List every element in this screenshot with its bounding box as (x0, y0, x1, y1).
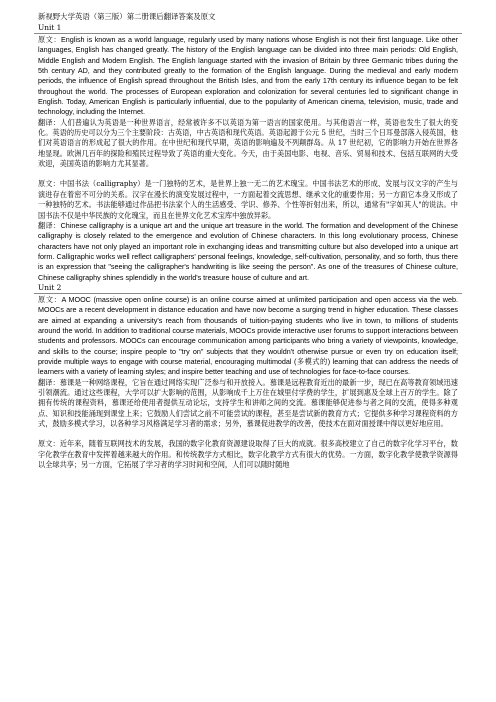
paragraph-label: 翻译： (38, 117, 61, 127)
paragraph-label: 翻译： (38, 377, 60, 387)
unit-heading: Unit 2 (34, 283, 462, 294)
source-paragraph (38, 295, 458, 378)
paragraph-spacer (38, 169, 458, 179)
paragraph-label: 翻译： (38, 220, 61, 230)
unit-heading: Unit 1 (34, 23, 462, 34)
paragraph-text: A MOOC (massive open online course) is an online course aimed at unlimited participation and open access via the web. MOOCs are a recent development in distance education and have now become a surging trend in higher education. These classes are aimed at expanding a university's reach from thousands of tuition-paying students who live in town, to millions of students around the world. In addition to traditional course materials, MOOCs provide interactive user forums to support interactions between students and professors. MOOCs can encourage communication among participants who bring a variety of viewpoints, knowledge, and skills to the course; inspire people to "try on" subjects that they wouldn't otherwise pursue or even try on education itself; provide multiple ways to engage with course material, encouraging multimodal (多模式的) learning that can address the needs of learners with a variety of learning styles; and inspire better teaching and use of technologies for face-to-face courses. (38, 294, 458, 377)
paragraph-spacer (38, 429, 458, 439)
paragraph-label: 原文： (38, 439, 60, 449)
translation-paragraph (38, 378, 458, 430)
paragraph-text: Chinese calligraphy is a unique art and the unique art treasure in the world. The formation and development of the Chinese calligraphy is closely related to the emergence and evolution of Chinese characters. In this long evolutionary process, Chinese characters have not only played an important role in exchanging ideas and transmitting culture but also developed into a unique art form. Calligraphic works well reflect calligraphers' personal feelings, knowledge, self-cultivation, personality, and so forth, thus there is an expression that "seeing the calligrapher's handwriting is like seeing the person". As one of the treasures of Chinese culture, Chinese calligraphy shines splendidly in the world's treasure house of culture and art. (38, 220, 458, 282)
paragraph-label: 原文： (38, 179, 60, 189)
source-paragraph (38, 439, 458, 470)
paragraph-label: 原文： (38, 294, 62, 304)
translation-paragraph (38, 118, 458, 170)
paragraph-text: 慕课是一种网络课程，它旨在通过网络实现广泛参与和开放接入。慕课是远程教育近出的最新一步，现已在高等教育领域迅速引领潮流。通过这些课程，大学可以扩大影响的范围，从影响成千上万住在城里付学费的学生，扩展到惠及全球上百万的学生。除了拥有传统的课程资料，慕课还给使用者提供互动论坛，支持学生和讲师之间的交流。慕课能够促进参与者之间的交流，使得多种观点、知识和技能涌现到课堂上来；它鼓励人们尝试之前不可能尝试的课程，甚至是尝试新的教育方式；它提供多种学习课程资料的方式，鼓励多模式学习，以各种学习风格满足学习者的需求；另外，慕课促进教学的改善，使技术在面对面授课中得以更好地应用。 (38, 377, 458, 429)
paragraph-text: English is known as a world language, regularly used by many nations whose English is not their first language. Like other languages, English has changed greatly. The history of the English language can be divided into three main periods: Old English, Middle English and Modern English. The English language started with the invasion of Britain by three Germanic tribes during the 5th century AD, and they contributed greatly to the formation of the English language. During the medieval and early modern periods, the influence of English spread throughout the British Isles, and from the early 17th century its influence began to be felt throughout the world. The processes of European exploration and colonization for several centuries led to significant change in English. Today, American English is particularly influential, due to the popularity of American cinema, television, music, trade and technology, including the Internet. (38, 35, 458, 117)
paragraph-text: 近年来，随着互联网技术的发展，我国的数字化教育资源建设取得了巨大的成就。很多高校建立了自己的数字化学习平台，数字化教学在教育中发挥着越来越大的作用。和传统教学方式相比，数字化教学方式有很大的优势。一方面，数字化教学使教学资源得以全球共享；另一方面，它拓展了学习者的学习时间和空间，人们可以随时随地 (38, 439, 458, 470)
paragraph-label: 原文： (38, 35, 61, 44)
source-paragraph (38, 179, 458, 220)
source-paragraph (38, 35, 458, 118)
paragraph-text: 人们普遍认为英语是一种世界语言，经常被许多不以英语为第一语言的国家使用。与其他语言一样，英语也发生了很大的变化。英语的历史可以分为三个主要阶段：古英语，中古英语和现代英语。英语起源于公元 5 世纪，当时三个日耳曼部落入侵英国，他们对英语语言的形成起了很大的作用。在中世纪和现代早期，英语的影响遍及不列颠群岛。从 17 世纪初，它的影响力开始在世界各地显现。欧洲几百年的探险和殖民过程导致了英语的重大变化。今天，由于美国电影、电视、音乐、贸易和技术、包括互联网的大受欢迎，美国英语的影响力尤其显著。 (38, 117, 458, 169)
document-title: 新视野大学英语（第三版）第二册课后翻译答案及原文 (38, 12, 216, 21)
paragraph-text: 中国书法（calligraphy）是一门独特的艺术，是世界上独一无二的艺术瑰宝。中国书法艺术的形成、发展与汉文字的产生与演进存在着密不可分的关系。汉字在漫长的演变发展过程中，一方面起着交流思想、继承文化的重要作用；另一方面它本身又形成了一种独特的艺术。书法能够通过作品把书法家个人的生活感受、学识、修养、个性等折射出来，所以，通常有"字如其人"的说法。中国书法不仅是中华民族的文化瑰宝，而且在世界文化艺术宝库中独放异彩。 (38, 179, 458, 220)
translation-paragraph (38, 221, 458, 283)
